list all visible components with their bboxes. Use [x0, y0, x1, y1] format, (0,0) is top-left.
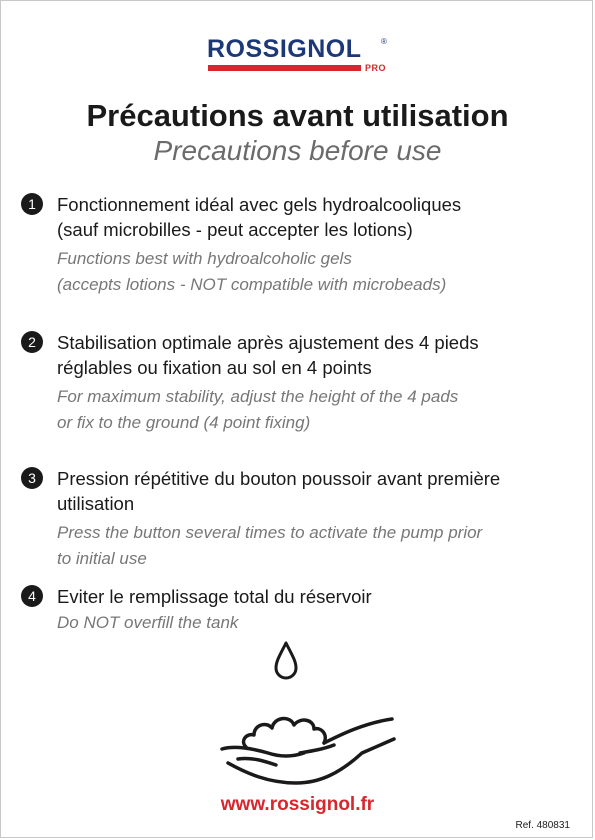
- number-badge: 4: [21, 585, 43, 607]
- hand-with-foam-icon: [222, 719, 394, 783]
- drop-icon: [276, 643, 296, 678]
- registered-mark: ®: [381, 37, 387, 46]
- precaution-text-fr: Fonctionnement idéal avec gels hydroalcooliques (sauf microbilles - peut accepter les lotions): [57, 194, 462, 240]
- reference-number: Ref. 480831: [515, 820, 570, 831]
- hand-sanitizer-pictogram: [216, 641, 396, 791]
- number-badge: 1: [21, 193, 43, 215]
- precaution-text-fr: Stabilisation optimale après ajustement des 4 pieds réglables ou fixation au sol en 4 points: [57, 332, 479, 378]
- number-badge: 3: [21, 467, 43, 489]
- brand-logo: [207, 35, 389, 75]
- brand-bar: [208, 65, 361, 71]
- precaution-text-fr: Pression répétitive du bouton poussoir avant première utilisation: [57, 468, 501, 514]
- precaution-text-fr: Eviter le remplissage total du réservoir: [57, 586, 372, 607]
- precaution-text-en: Functions best with hydroalcoholic gels (accepts lotions - NOT compatible with microbeads): [57, 249, 447, 294]
- number-badge: 2: [21, 331, 43, 353]
- page-title: Précautions avant utilisation: [86, 98, 509, 133]
- brand-sub: PRO: [365, 63, 387, 73]
- brand-name: ROSSIGNOL: [207, 35, 362, 63]
- page-subtitle: Precautions before use: [153, 135, 442, 166]
- precaution-text-en: Do NOT overfill the tank: [57, 613, 239, 632]
- website-link[interactable]: www.rossignol.fr: [220, 794, 375, 815]
- precaution-text-en: Press the button several times to activate the pump prior to initial use: [57, 523, 483, 568]
- precaution-text-en: For maximum stability, adjust the height of the 4 pads or fix to the ground (4 point fixing): [57, 387, 459, 432]
